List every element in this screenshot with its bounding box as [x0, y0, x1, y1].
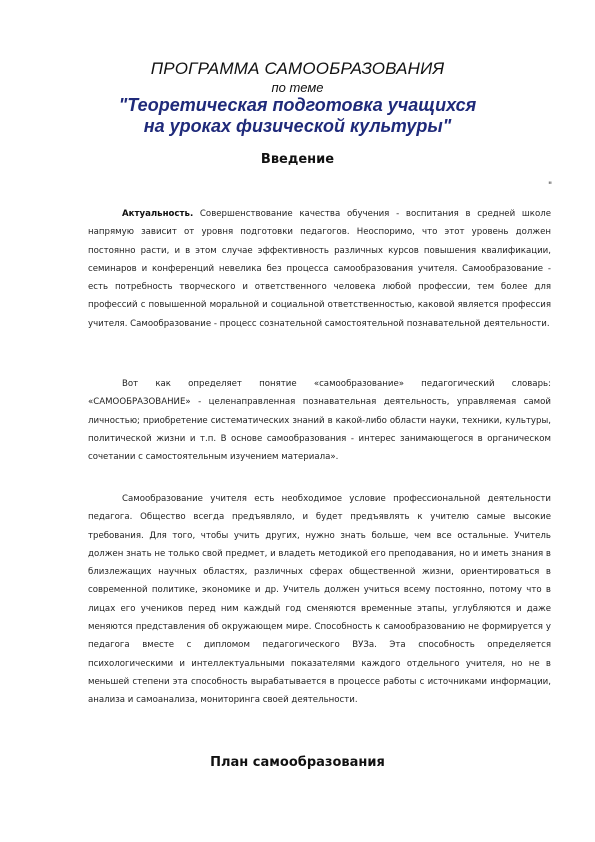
paragraph-teacher-self-education: [88, 490, 551, 710]
paragraph-relevance-text: Совершенствование качества обучения - воспитания в средней школе напрямую зависит от уровня подготовки педагогов. Неоспоримо, что этот уровень должен постоянно расти, и в этом случае эффективность различных курсов повышения квалификации, семинаров и конференций невелика без процесса самообразования учителя. Самообразование - есть потребность творческого и ответственного человека любой профессии, тем более для профессий с повышенной моральной и социальной ответственностью, каковой является профессия учителя. Самообразование - процесс сознательной самостоятельной познавательной деятельности.: [88, 209, 551, 329]
paragraph-definition: [88, 375, 551, 466]
topic-line-1: "Теоретическая подготовка учащихся: [118, 95, 477, 115]
introduction-heading: Введение: [260, 152, 335, 167]
paragraph-relevance: [88, 205, 551, 333]
topic-line-2: на уроках физической культуры": [143, 116, 452, 136]
paragraph-teacher-text: Самообразование учителя есть необходимое условие профессиональной деятельности педагога. Общество всегда предъявляло, и будет предъявлять к учителю самые высокие требования. Для того, чтобы учить других, нужно знать больше, чем все остальные. Учитель должен знать не только свой предмет, и владеть методикой его преподавания, но и иметь знания в близлежащих научных областях, различных сферах общественной жизни, ориентироваться в современной политике, экономике и др. Учитель должен учиться всему постоянно, потому что в лицах его учеников перед ним каждый год сменяются временные этапы, углубляются и даже меняются представления об окружающем мире. Способность к самообразованию не формируется у педагога вместе с дипломом педагогического ВУЗа. Эта способность определяется психологическими и интеллектуальными показателями каждого отдельного учителя, но не в меньшей степени эта способность вырабатывается в процессе работы с источниками информации, анализа и самоанализа, мониторинга своей деятельности.: [88, 494, 551, 706]
plan-heading: План самообразования: [210, 755, 385, 770]
document-subtitle: по теме: [271, 80, 324, 95]
paragraph-definition-text: Вот как определяет понятие «самообразование» педагогический словарь: «САМООБРАЗОВАНИЕ» - целенаправленная познавательная деятельность, управляемая самой личностью; приобретение систематических знаний в какой-либо области науки, техники, культуры, политической жизни и т.п. В основе самообразования - интерес занимающегося в органическом сочетании с самостоятельным изучением материала».: [88, 379, 551, 463]
stray-quote-mark: ": [548, 181, 553, 191]
relevance-lead: Актуальность.: [122, 209, 194, 219]
document-title: ПРОГРАММА САМООБРАЗОВАНИЯ: [150, 59, 445, 78]
